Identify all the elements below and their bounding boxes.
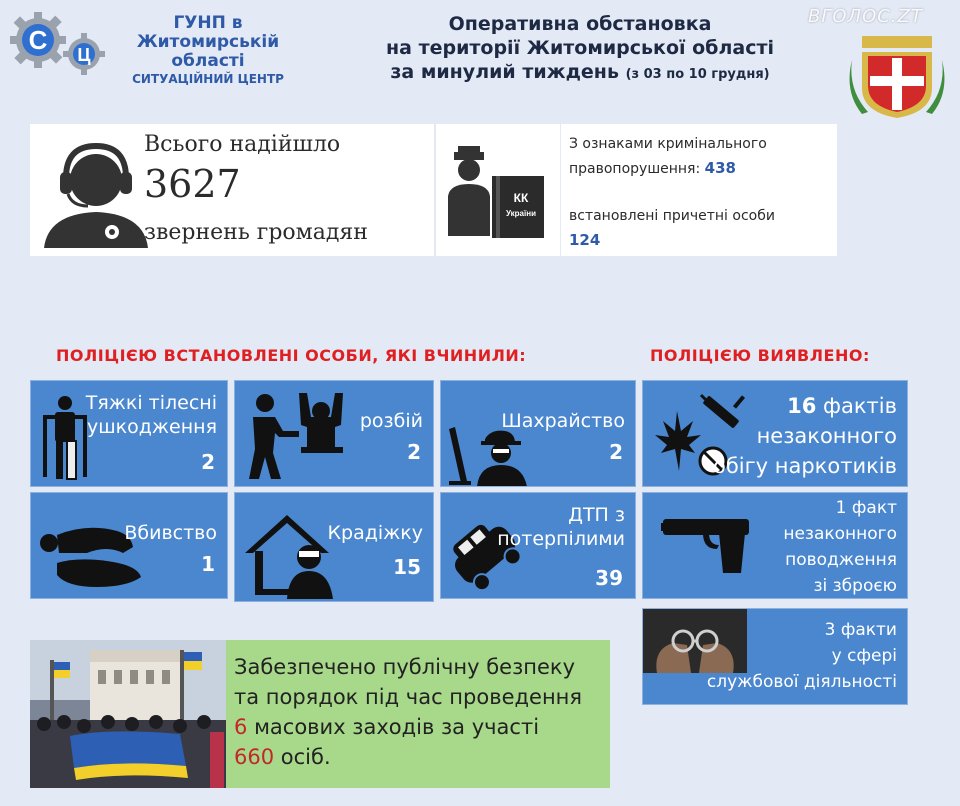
events-line-3-row bbox=[234, 712, 582, 742]
org-line-4: СИТУАЦІЙНИЙ ЦЕНТР bbox=[132, 72, 284, 86]
drugs-label-3: обігу наркотиків bbox=[712, 454, 897, 478]
criminal-label-2-row bbox=[569, 156, 767, 181]
title-line-3: за минулий тиждень bbox=[390, 61, 619, 83]
events-count: 6 bbox=[234, 715, 248, 739]
drugs-label-1-row bbox=[713, 391, 897, 421]
codex-label-2: України bbox=[505, 209, 537, 218]
office-label-2: у сфері bbox=[831, 646, 897, 666]
events-line-4: осіб. bbox=[280, 745, 331, 769]
theft-label: Крадіжку bbox=[327, 522, 423, 544]
page-title bbox=[330, 12, 830, 87]
weapon-label-1: 1 факт bbox=[835, 498, 897, 518]
dtp-label bbox=[497, 503, 625, 551]
office-label-3: службової діяльності bbox=[706, 672, 897, 692]
logo-letter-s: С bbox=[28, 25, 48, 55]
appeals-label-top: Всього надійшло bbox=[144, 132, 341, 157]
injury-label-1: Тяжкі тілесні bbox=[85, 392, 217, 414]
tile-robbery bbox=[234, 380, 434, 487]
fraud-value: 2 bbox=[609, 440, 623, 464]
logo-letter-c: Ц bbox=[77, 45, 91, 65]
drugs-label-1: фактів bbox=[823, 394, 897, 418]
robbery-label: розбій bbox=[359, 410, 423, 432]
criminal-offences bbox=[569, 132, 767, 181]
hacker-at-computer-icon bbox=[445, 425, 535, 487]
events-people: 660 bbox=[234, 745, 275, 769]
criminal-offences-value: 438 bbox=[704, 159, 736, 177]
armed-robbery-icon bbox=[239, 387, 349, 481]
murder-value: 1 bbox=[201, 552, 215, 576]
tile-drugs bbox=[642, 380, 908, 487]
rally-photo bbox=[30, 640, 226, 788]
injury-label bbox=[86, 391, 217, 439]
coat-of-arms-icon bbox=[848, 30, 946, 120]
dtp-label-1: ДТП з bbox=[568, 504, 625, 526]
fraud-label: Шахрайство bbox=[501, 410, 625, 432]
injury-value: 2 bbox=[201, 450, 215, 474]
injury-label-2: ушкодження bbox=[87, 416, 217, 438]
codex-label-1: КК bbox=[513, 191, 529, 205]
title-line-3-wrap bbox=[330, 60, 830, 87]
theft-value: 15 bbox=[393, 555, 421, 579]
org-line-1: ГУНП в bbox=[173, 13, 243, 33]
murder-label: Вбивство bbox=[124, 522, 217, 544]
house-burglar-icon bbox=[241, 509, 341, 599]
section-title-established: ПОЛІЦІЄЮ ВСТАНОВЛЕНІ ОСОБИ, ЯКІ ВЧИНИЛИ: bbox=[56, 346, 527, 365]
dtp-value: 39 bbox=[595, 566, 623, 590]
events-line-4-row bbox=[234, 742, 582, 772]
watermark: ВГОЛОС.ZT bbox=[808, 6, 923, 27]
tile-grave-injury bbox=[30, 380, 228, 487]
drugs-label bbox=[713, 391, 897, 481]
title-period: (з 03 по 10 грудня) bbox=[625, 67, 770, 82]
robbery-value: 2 bbox=[407, 440, 421, 464]
policeman-with-codex-icon bbox=[446, 140, 550, 244]
drugs-count: 16 bbox=[787, 394, 817, 418]
office-label bbox=[707, 617, 897, 695]
tile-weapon bbox=[642, 492, 908, 599]
org-line-2: Житомирській bbox=[136, 32, 280, 52]
weapon-label bbox=[783, 495, 897, 599]
events-line-2: та порядок під час проведення bbox=[234, 685, 583, 709]
tile-official-misconduct bbox=[642, 608, 908, 705]
criminal-label-1: З ознаками кримінального bbox=[569, 136, 767, 152]
pistol-icon bbox=[659, 515, 753, 575]
tile-fraud bbox=[440, 380, 636, 487]
office-label-1: 3 факти bbox=[824, 620, 897, 640]
appeals-panel bbox=[30, 124, 434, 256]
public-events-panel bbox=[226, 640, 610, 788]
section-title-revealed: ПОЛІЦІЄЮ ВИЯВЛЕНО: bbox=[650, 346, 870, 365]
organization-name bbox=[118, 14, 298, 87]
persons-established bbox=[569, 204, 775, 252]
criminal-label-3: встановлені причетні особи bbox=[569, 208, 775, 224]
dtp-label-2: потерпілими bbox=[497, 528, 625, 550]
events-line-3: масових заходів за участі bbox=[254, 715, 540, 739]
gear-logo-small-icon bbox=[62, 32, 106, 76]
appeals-count: 3627 bbox=[144, 162, 241, 206]
events-line-1: Забезпечено публічну безпеку bbox=[234, 655, 576, 679]
title-line-1: Оперативна обстановка bbox=[448, 13, 712, 35]
title-line-2: на території Житомирської області bbox=[386, 37, 774, 59]
criminal-label-2: правопорушення: bbox=[569, 161, 701, 177]
org-line-3: області bbox=[171, 51, 245, 71]
drugs-label-2: незаконного bbox=[756, 424, 897, 448]
criminal-code-panel bbox=[436, 124, 560, 256]
gear-logo-icon bbox=[8, 10, 68, 70]
tile-road-accident bbox=[440, 492, 636, 599]
weapon-label-2: незаконного bbox=[783, 524, 897, 544]
tile-murder bbox=[30, 492, 228, 599]
public-events-text bbox=[234, 652, 582, 772]
criminal-stats-panel bbox=[561, 124, 837, 256]
tile-theft bbox=[234, 492, 434, 602]
persons-established-value: 124 bbox=[569, 231, 601, 249]
weapon-label-3: поводження bbox=[785, 550, 897, 570]
weapon-label-4: зі зброєю bbox=[813, 576, 897, 596]
appeals-label-bottom: звернень громадян bbox=[144, 220, 368, 245]
